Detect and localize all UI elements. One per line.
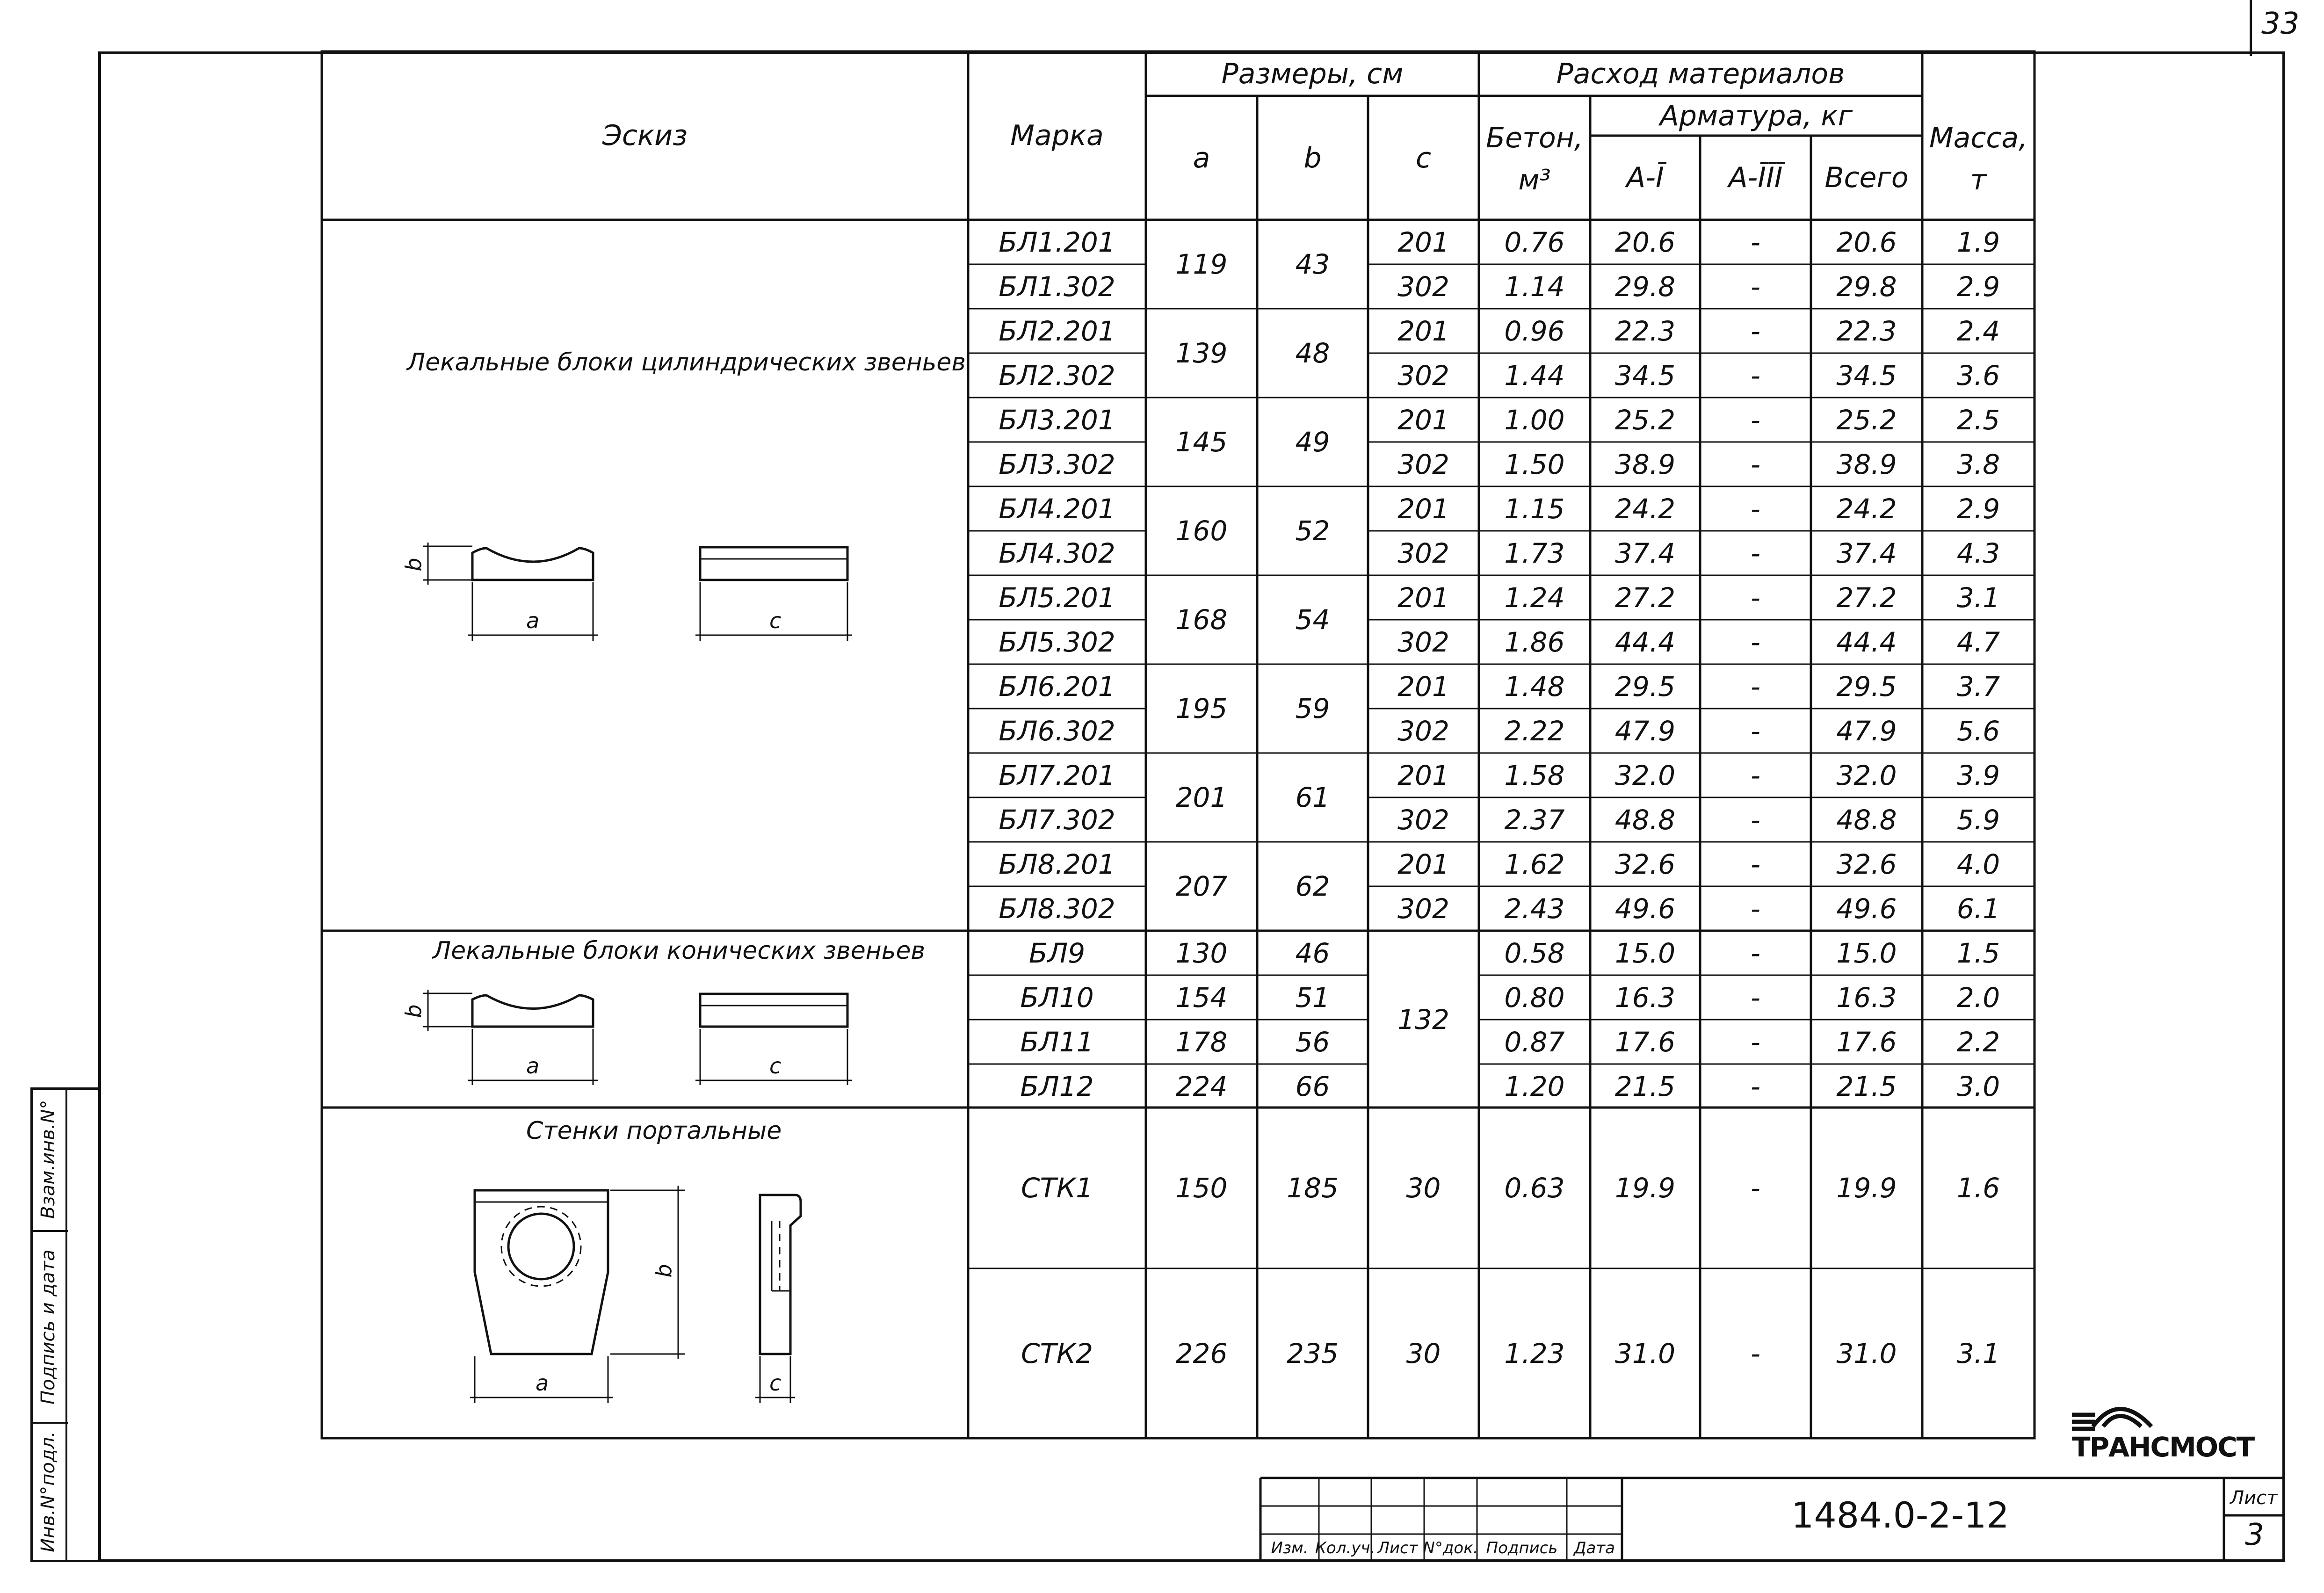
cell-mark: БЛ10 [1020,981,1094,1014]
cell-mass: 5.6 [1956,715,2000,747]
cell-total: 25.2 [1836,404,1897,436]
side-inv-podl: Инв.N°подл. [37,1431,59,1553]
sketch-con-label-c: c [769,1053,782,1079]
cell-b: 185 [1287,1172,1339,1204]
cell-mass: 1.9 [1956,226,2000,258]
cell-concrete: 1.48 [1504,670,1565,702]
cell-concrete: 1.23 [1504,1337,1565,1369]
cell-mark: СТК1 [1021,1172,1093,1204]
cell-mass: 3.0 [1956,1070,2000,1102]
cell-concrete: 1.00 [1504,404,1565,436]
cell-total: 37.4 [1836,537,1897,569]
cell-c: 201 [1397,226,1449,258]
cell-a1: 32.6 [1614,848,1676,880]
cell-c: 201 [1397,315,1449,347]
cell-c: 201 [1397,848,1449,880]
cell-total: 29.8 [1836,270,1897,303]
cell-mass: 3.8 [1956,448,2000,480]
cell-c: 201 [1397,670,1449,702]
cell-b: 51 [1295,981,1330,1014]
cell-mass: 3.9 [1956,759,2000,791]
cell-a3: - [1751,1172,1760,1204]
sketch-con-label-a: a [526,1053,540,1079]
cell-a3: - [1751,759,1760,791]
cell-a: 119 [1175,248,1228,280]
cell-a3: - [1751,581,1760,614]
cell-c: 302 [1397,715,1449,747]
title-block-col-label: Подпись [1486,1539,1558,1557]
cell-a1: 37.4 [1614,537,1676,569]
cell-mass: 4.7 [1956,626,2000,658]
cell-concrete: 0.58 [1504,937,1565,969]
cell-a3: - [1751,848,1760,880]
cell-mass: 4.3 [1956,537,2000,569]
cell-mark: БЛ4.302 [999,537,1115,569]
cell-b: 235 [1287,1337,1339,1369]
cell-b: 52 [1295,515,1330,547]
header-sketch: Эскиз [602,119,688,152]
cell-a: 150 [1175,1172,1228,1204]
cell-a1: 24.2 [1614,492,1676,525]
cell-mark: БЛ7.201 [999,759,1115,791]
sketch-cyl-label-b: b [401,558,427,572]
cell-concrete: 0.80 [1504,981,1565,1014]
cell-a1: 16.3 [1614,981,1676,1014]
cell-a1: 22.3 [1614,315,1676,347]
cell-mass: 3.1 [1956,581,2000,614]
cell-total: 32.0 [1836,759,1897,791]
cell-a: 139 [1175,337,1228,369]
cell-mark: БЛ8.302 [999,892,1115,925]
cell-a: 168 [1175,604,1228,636]
cell-a: 207 [1175,870,1228,902]
title-block-col-label: Кол.уч. [1315,1539,1376,1557]
cell-a: 130 [1175,937,1228,969]
header-c: c [1416,141,1431,174]
cell-a3: - [1751,404,1760,436]
cell-a3: - [1751,1337,1760,1369]
cell-c: 302 [1397,626,1449,658]
cell-mark: БЛ5.302 [999,626,1115,658]
cell-a3: - [1751,804,1760,836]
cell-total: 16.3 [1836,981,1897,1014]
cell-mark: БЛ12 [1020,1070,1094,1102]
cell-a1: 49.6 [1614,892,1676,925]
cell-concrete: 1.24 [1504,581,1565,614]
cell-total: 31.0 [1836,1337,1897,1369]
cell-b: 46 [1295,937,1330,969]
cell-total: 15.0 [1836,937,1897,969]
cell-concrete: 1.73 [1504,537,1565,569]
cell-a3: - [1751,1026,1760,1058]
cell-mark: БЛ6.302 [999,715,1115,747]
header-mass: Масса, [1929,122,2028,154]
cell-a3: - [1751,226,1760,258]
cell-c: 302 [1397,892,1449,925]
cell-concrete: 0.87 [1504,1026,1565,1058]
cell-a1: 19.9 [1614,1172,1676,1204]
cell-a: 224 [1175,1070,1228,1102]
cell-a1: 48.8 [1614,804,1676,836]
cell-total: 19.9 [1836,1172,1897,1204]
cell-mark: БЛ5.201 [999,581,1115,614]
cell-a3: - [1751,448,1760,480]
cell-a: 145 [1175,426,1228,458]
side-vzam: Взам.инв.N° [37,1100,59,1219]
cell-mass: 2.2 [1956,1026,2000,1058]
cell-mass: 2.4 [1956,315,2000,347]
cell-concrete: 2.37 [1504,804,1565,836]
sketch-cyl-label-a: a [526,608,540,633]
cell-b: 49 [1295,426,1330,458]
sheet-number: 3 [2245,1518,2264,1552]
cell-a1: 29.8 [1614,270,1676,303]
cell-concrete: 2.22 [1504,715,1565,747]
cell-b: 66 [1295,1070,1330,1102]
header-a1: A-Ī [1626,161,1664,194]
cell-concrete: 1.14 [1504,270,1565,303]
cell-mass: 4.0 [1956,848,2000,880]
section-conical-title: Лекальные блоки конических звеньев [433,937,926,965]
cell-total: 38.9 [1836,448,1897,480]
cell-a3: - [1751,626,1760,658]
cell-total: 27.2 [1836,581,1897,614]
cell-c: 201 [1397,581,1449,614]
title-block-col-label: Изм. [1271,1539,1309,1557]
cell-a1: 47.9 [1614,715,1676,747]
cell-a3: - [1751,315,1760,347]
cell-a1: 38.9 [1614,448,1676,480]
cell-concrete: 1.58 [1504,759,1565,791]
cell-total: 29.5 [1836,670,1897,702]
cell-a3: - [1751,715,1760,747]
cell-concrete: 1.20 [1504,1070,1565,1102]
header-concrete-unit: м³ [1518,164,1551,196]
cell-a1: 32.0 [1614,759,1676,791]
cell-c: 30 [1406,1172,1441,1204]
cell-total: 21.5 [1836,1070,1897,1102]
cell-a1: 21.5 [1614,1070,1676,1102]
title-block-col-label: N°док. [1423,1539,1478,1557]
cell-total: 17.6 [1836,1026,1897,1058]
cell-mark: БЛ9 [1028,937,1086,969]
page-number: 33 [2261,7,2300,41]
cell-mass: 3.6 [1956,359,2000,391]
sketch-con-label-b: b [401,1004,427,1018]
cell-mass: 3.7 [1956,670,2000,702]
header-b: b [1303,141,1322,174]
cell-concrete: 1.62 [1504,848,1565,880]
cell-c: 302 [1397,804,1449,836]
header-rebar: Арматура, кг [1659,99,1853,132]
cell-mass: 6.1 [1956,892,2000,925]
cell-concrete: 2.43 [1504,892,1565,925]
cell-total: 34.5 [1836,359,1897,391]
cell-c: 201 [1397,759,1449,791]
header-mark: Марка [1010,119,1104,152]
cell-a3: - [1751,359,1760,391]
cell-a3: - [1751,537,1760,569]
cell-mark: СТК2 [1021,1337,1093,1369]
cell-c: 302 [1397,537,1449,569]
cell-a1: 20.6 [1614,226,1676,258]
cell-a1: 29.5 [1614,670,1676,702]
cell-c: 30 [1406,1337,1441,1369]
cell-mark: БЛ8.201 [999,848,1115,880]
logo-text: ТРАНСМОСТ [2072,1431,2254,1463]
cell-mass: 2.5 [1956,404,2000,436]
header-a: a [1193,141,1210,174]
cell-b: 61 [1295,782,1330,813]
cell-a3: - [1751,892,1760,925]
cell-total: 22.3 [1836,315,1897,347]
cell-mark: БЛ2.302 [999,359,1115,391]
cell-total: 32.6 [1836,848,1897,880]
cell-c: 302 [1397,270,1449,303]
cell-mark: БЛ1.201 [999,226,1115,258]
cell-total: 49.6 [1836,892,1897,925]
cell-concrete: 1.44 [1504,359,1565,391]
cell-concrete: 1.15 [1504,492,1565,525]
sketch-portal-label-c: c [769,1370,782,1396]
title-block-col-label: Дата [1573,1539,1615,1557]
doc-code: 1484.0-2-12 [1791,1494,2009,1536]
cell-mass: 5.9 [1956,804,2000,836]
cell-total: 24.2 [1836,492,1897,525]
cell-a: 226 [1175,1337,1228,1369]
sketch-portal-label-b: b [651,1264,677,1278]
cell-a: 178 [1175,1026,1228,1058]
cell-b: 62 [1295,870,1330,902]
cell-concrete: 1.86 [1504,626,1565,658]
cell-a3: - [1751,270,1760,303]
cell-a1: 44.4 [1614,626,1676,658]
cell-a1: 15.0 [1614,937,1676,969]
sketch-portal-label-a: a [536,1370,549,1396]
cell-concrete: 0.63 [1504,1172,1565,1204]
header-consumption: Расход материалов [1556,57,1845,90]
cell-mark: БЛ1.302 [999,270,1115,303]
cell-mass: 2.0 [1956,981,2000,1014]
header-total: Всего [1824,161,1909,194]
cell-a1: 31.0 [1614,1337,1676,1369]
cell-mark: БЛ4.201 [999,492,1115,525]
header-concrete: Бетон, [1485,122,1584,154]
cell-mass: 1.6 [1956,1172,2000,1204]
cell-mark: БЛ3.302 [999,448,1115,480]
cell-a3: - [1751,670,1760,702]
cell-concrete: 0.96 [1504,315,1565,347]
cell-a3: - [1751,1070,1760,1102]
cell-mass: 2.9 [1956,492,2000,525]
sheet-label: Лист [2230,1487,2278,1509]
header-mass-unit: т [1970,164,1987,196]
cell-concrete: 1.50 [1504,448,1565,480]
cell-b: 59 [1295,693,1330,724]
cell-a3: - [1751,492,1760,525]
cell-total: 44.4 [1836,626,1897,658]
cell-c: 302 [1397,359,1449,391]
cell-a3: - [1751,981,1760,1014]
cell-b: 56 [1295,1026,1330,1058]
cell-c: 302 [1397,448,1449,480]
cell-a1: 17.6 [1614,1026,1676,1058]
cell-a3: - [1751,937,1760,969]
cell-a1: 27.2 [1614,581,1676,614]
cell-concrete: 0.76 [1504,226,1565,258]
cell-c: 201 [1397,492,1449,525]
cell-a: 154 [1175,981,1228,1014]
header-a3: A-ĪĪĪ [1728,161,1783,194]
section-cylindrical-title: Лекальные блоки цилиндрических звеньев [407,348,966,377]
cell-mark: БЛ6.201 [999,670,1115,702]
title-block-col-label: Лист [1377,1539,1418,1557]
cell-total: 20.6 [1836,226,1897,258]
cell-b: 54 [1295,604,1330,636]
cell-a: 201 [1175,782,1228,813]
cell-mass: 3.1 [1956,1337,2000,1369]
side-podpis: Подпись и дата [37,1249,59,1405]
cell-mass: 2.9 [1956,270,2000,303]
cell-a: 160 [1175,515,1228,547]
cell-b: 43 [1295,248,1330,280]
header-sizes: Размеры, см [1221,57,1404,90]
sketch-cyl-label-c: c [769,608,782,633]
cell-mass: 1.5 [1956,937,2000,969]
cell-c: 132 [1397,1004,1449,1035]
cell-mark: БЛ2.201 [999,315,1115,347]
cell-total: 47.9 [1836,715,1897,747]
cell-c: 201 [1397,404,1449,436]
section-portal-title: Стенки портальные [526,1117,782,1145]
cell-a1: 25.2 [1614,404,1676,436]
cell-a: 195 [1175,693,1228,724]
cell-b: 48 [1295,337,1330,369]
cell-a1: 34.5 [1614,359,1676,391]
cell-mark: БЛ7.302 [999,804,1115,836]
cell-mark: БЛ3.201 [999,404,1115,436]
cell-total: 48.8 [1836,804,1897,836]
cell-mark: БЛ11 [1020,1026,1094,1058]
